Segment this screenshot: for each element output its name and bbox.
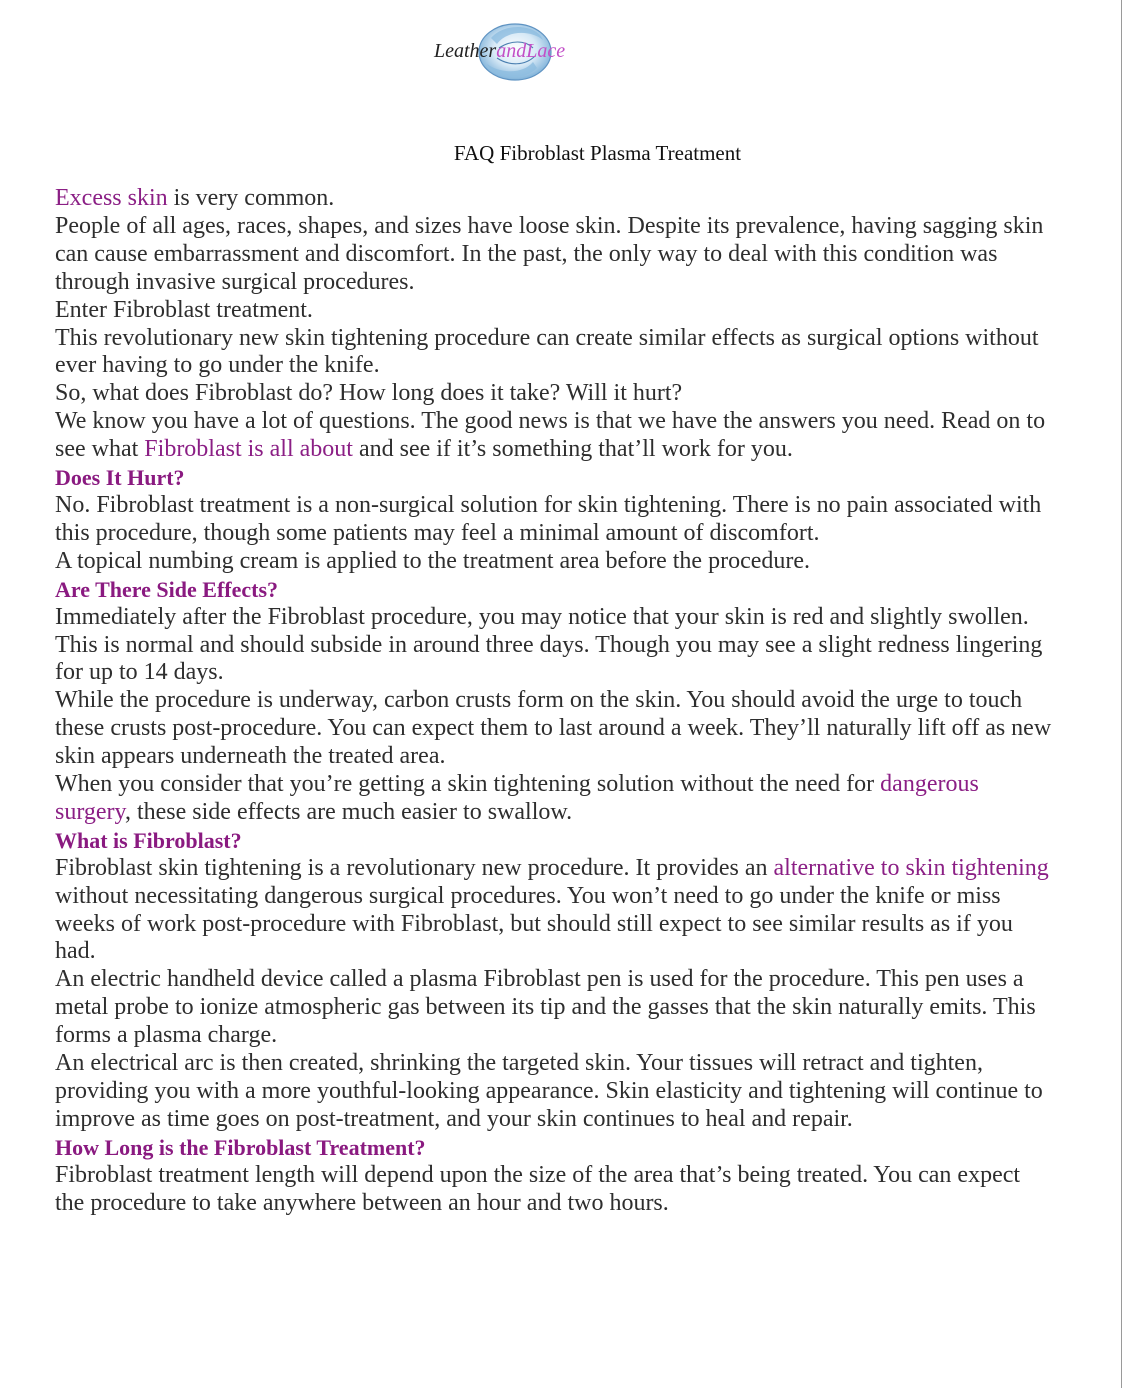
side-effects-paragraph-3 [55, 771, 1055, 827]
intro-paragraph-4: This revolutionary new skin tightening procedure can create similar effects as surgical options without ever having to go under the knife. [55, 324, 1039, 379]
fibroblast-about-link[interactable]: Fibroblast is all about [144, 436, 353, 463]
intro-paragraph-3: Enter Fibroblast treatment. [55, 296, 313, 323]
alternative-skin-tightening-link[interactable]: alternative to skin tightening [773, 854, 1049, 881]
excess-skin-link[interactable]: Excess skin [55, 185, 168, 211]
intro-paragraph-6-before: We know you have a lot of questions. The good news is that we have the answers you need. Read on to see what [55, 408, 1046, 463]
logo-word-leather: Leather [434, 40, 497, 62]
logo-text [434, 40, 565, 63]
intro-paragraph-2: People of all ages, races, shapes, and sizes have loose skin. Despite its prevalence, having sagging skin can cause embarrassment and discomfort. In the past, the only way to deal with this condition was through invasive surgical procedures. [55, 212, 1044, 295]
what-is-paragraph-1 [55, 855, 1055, 967]
what-is-paragraph-3: An electrical arc is then created, shrinking the targeted skin. Your tissues will retract and tighten, providing you with a more youthful-looking appearance. Skin elasticity and tightening will continue to improve as time goes on post-treatment, and your skin continues to heal and repair. [55, 1050, 1043, 1132]
heading-side-effects: Are There Side Effects? [55, 576, 279, 602]
intro-paragraph-6 [55, 408, 1055, 464]
side-effects-paragraph-3-after: , these side effects are much easier to swallow. [124, 798, 573, 825]
heading-does-it-hurt: Does It Hurt? [55, 465, 185, 491]
document-body [55, 185, 1055, 1218]
what-is-paragraph-2: An electric handheld device called a plasma Fibroblast pen is used for the procedure. This pen uses a metal probe to ionize atmospheric gas between its tip and the gasses that the skin naturally emits. This forms a plasma charge. [55, 966, 1036, 1049]
page-title: FAQ Fibroblast Plasma Treatment [453, 141, 742, 165]
side-effects-paragraph-1: Immediately after the Fibroblast procedure, you may notice that your skin is red and slightly swollen. This is normal and should subside in around three days. Though you may see a slight redness lingering for up to 14 days. [55, 603, 1043, 686]
hurt-paragraph-1: No. Fibroblast treatment is a non-surgical solution for skin tightening. There is no pain associated with this procedure, though some patients may feel a minimal amount of discomfort. [55, 491, 1042, 546]
what-is-paragraph-1-before: Fibroblast skin tightening is a revolutionary new procedure. It provides an [55, 854, 774, 881]
side-effects-paragraph-3-before: When you consider that you’re getting a skin tightening solution without the need for [55, 771, 881, 798]
what-is-paragraph-1-after: without necessitating dangerous surgical procedures. You won’t need to go under the knife or miss weeks of work post-procedure with Fibroblast, but should still expect to see similar results as if you had. [55, 882, 1013, 965]
heading-how-long: How Long is the Fibroblast Treatment? [55, 1134, 426, 1160]
page-edge-rule [1121, 0, 1122, 1388]
how-long-paragraph-1: Fibroblast treatment length will depend upon the size of the area that’s being treated. You can expect the procedure to take anywhere between an hour and two hours. [55, 1161, 1021, 1216]
heading-what-is-fibroblast: What is Fibroblast? [55, 827, 242, 853]
logo [425, 18, 625, 88]
dangerous-surgery-link[interactable]: dangerous surgery [55, 771, 979, 825]
logo-word-lace: Lace [526, 40, 566, 62]
intro-paragraph-1 [55, 185, 1055, 213]
hurt-paragraph-2: A topical numbing cream is applied to the treatment area before the procedure. [55, 547, 811, 574]
side-effects-paragraph-2: While the procedure is underway, carbon crusts form on the skin. You should avoid the urge to touch these crusts post-procedure. You can expect them to last around a week. They’ll naturally lift off as new skin appears underneath the treated area. [55, 687, 1052, 770]
intro-paragraph-5: So, what does Fibroblast do? How long does it take? Will it hurt? [55, 380, 683, 407]
intro-paragraph-1-text: is very common. [167, 185, 335, 211]
logo-word-and: and [496, 40, 527, 62]
intro-paragraph-6-after: and see if it’s something that’ll work for you. [352, 436, 793, 463]
